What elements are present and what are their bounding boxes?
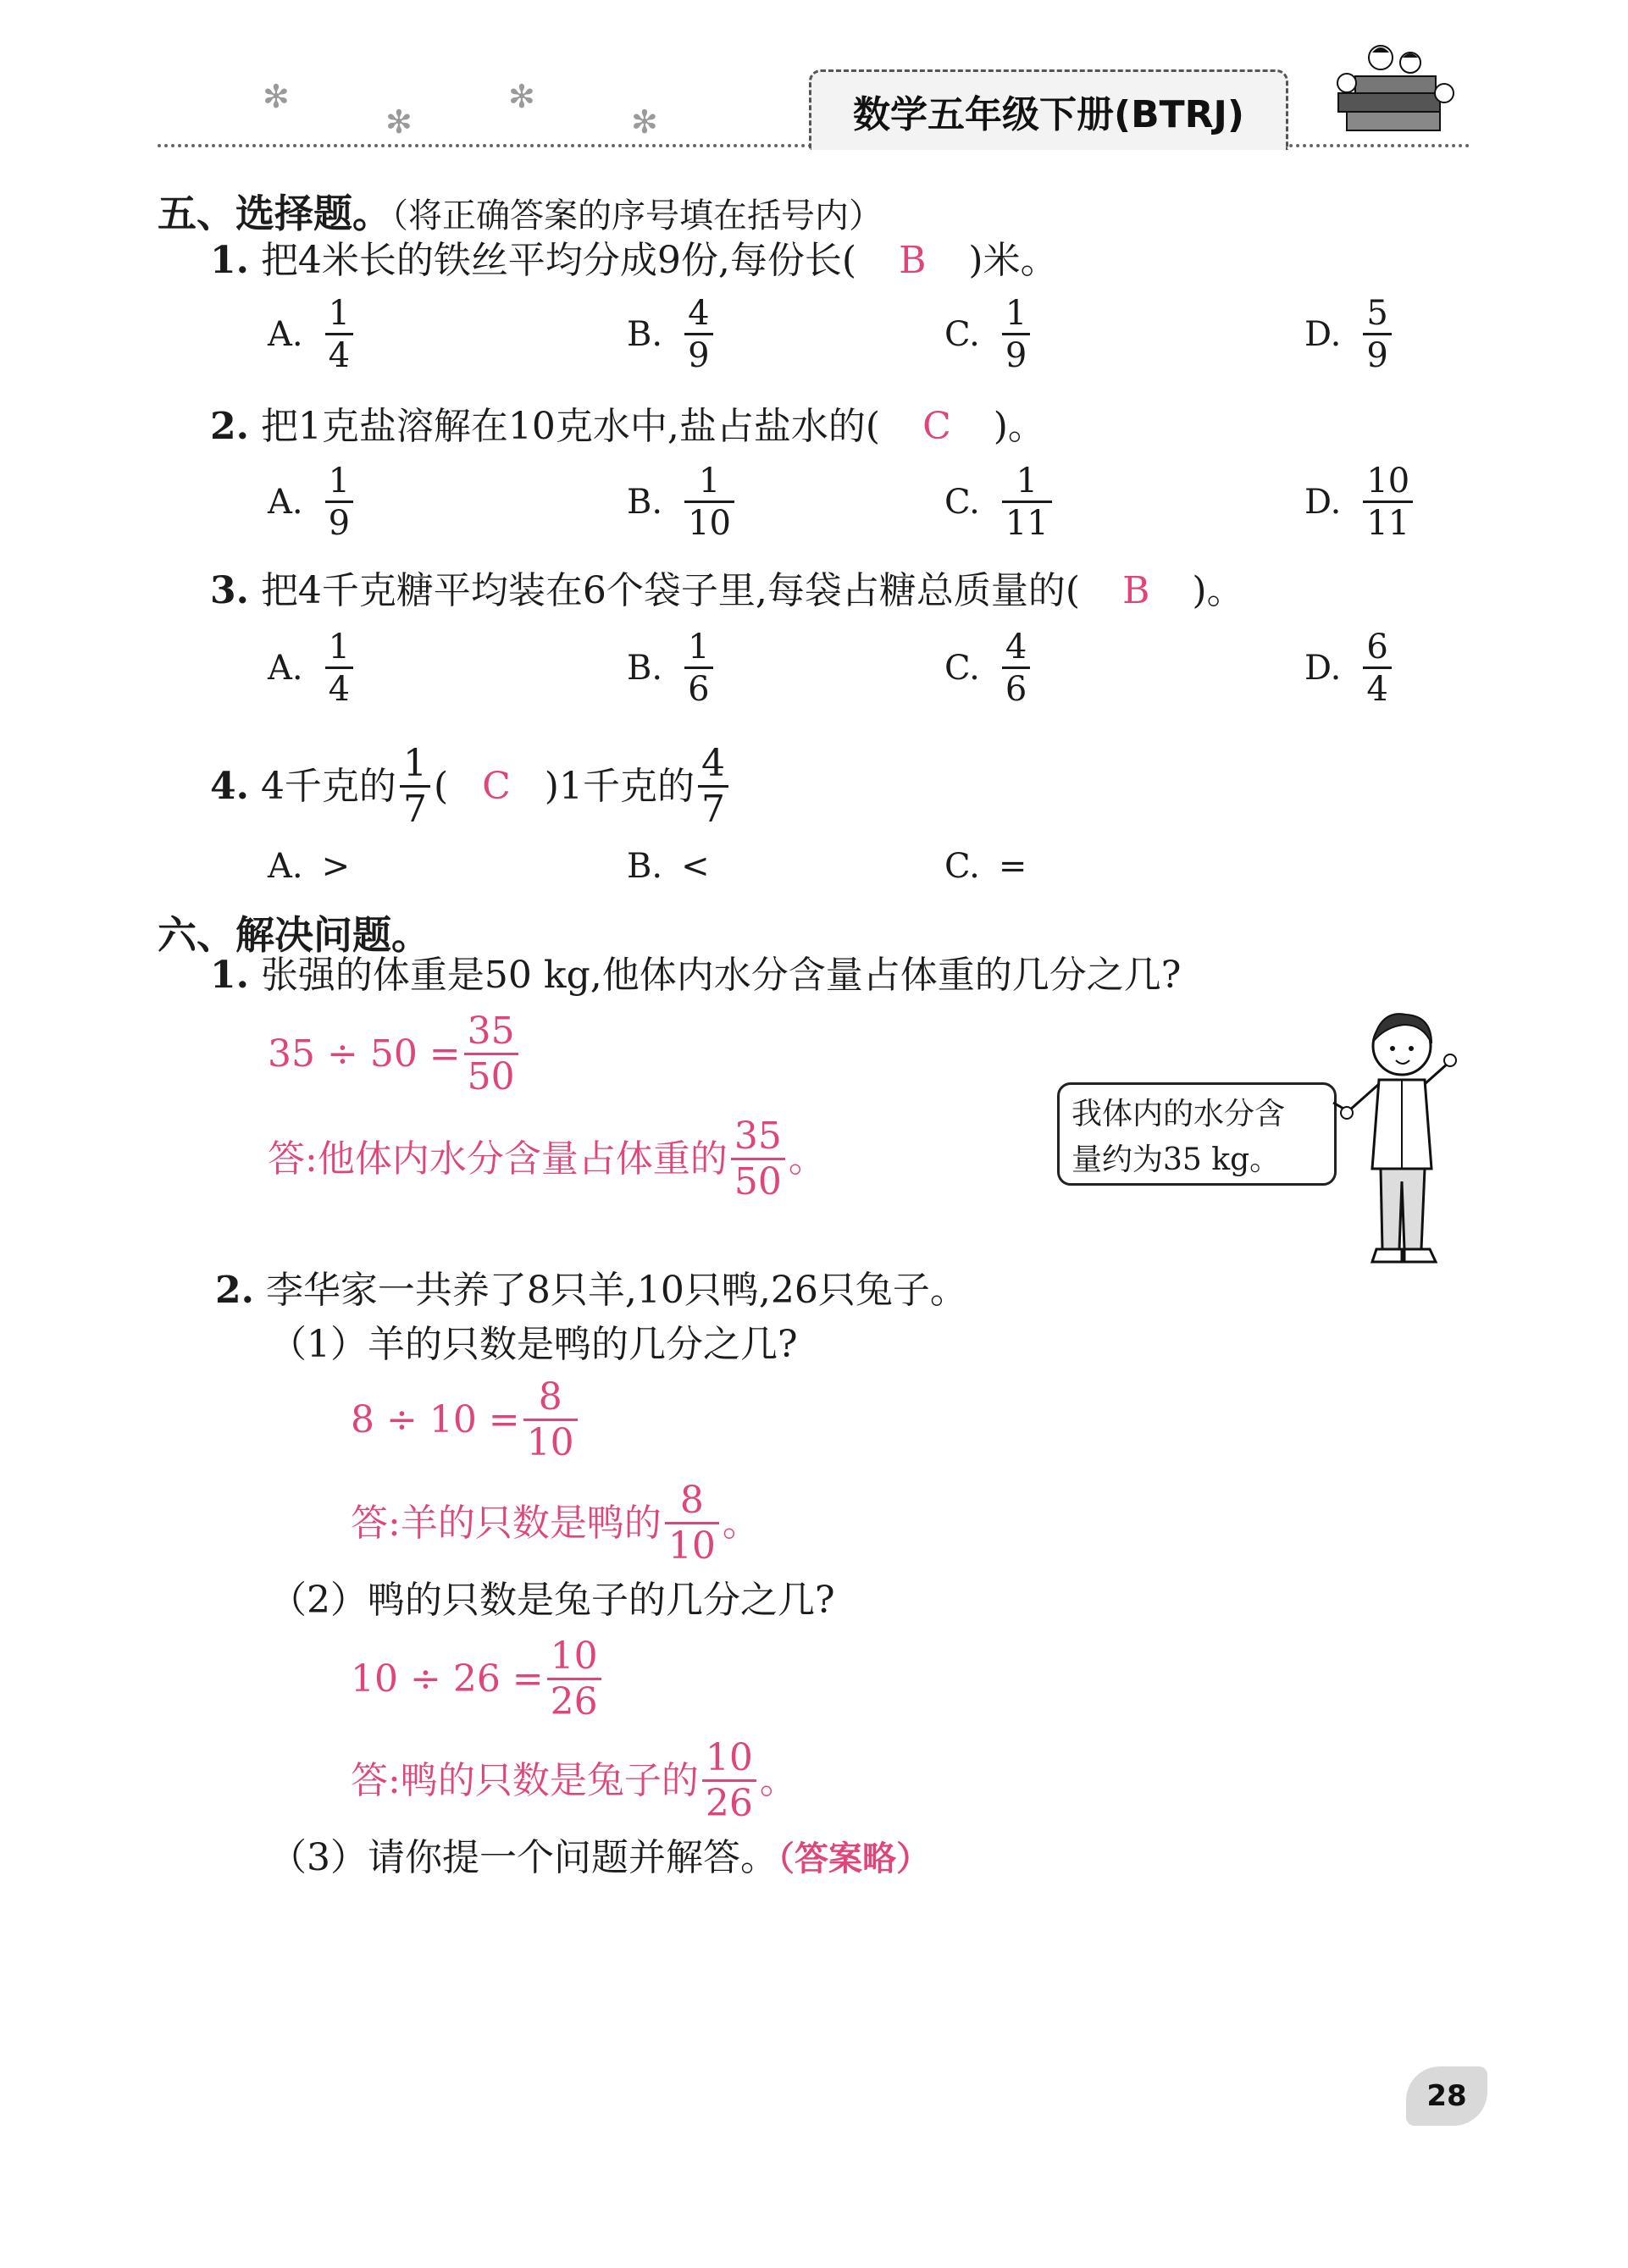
numerator: 8 [679, 1479, 704, 1522]
option-fraction [1363, 296, 1391, 373]
option-d [1304, 628, 1395, 709]
answer-fraction [731, 1115, 785, 1203]
numerator: 10 [705, 1736, 753, 1779]
numerator: 4 [688, 294, 710, 333]
option-fraction [1363, 462, 1413, 543]
denominator: 4 [1363, 667, 1391, 706]
denominator: 9 [1002, 333, 1030, 373]
option-label: C. [944, 649, 980, 688]
problem-text: 张强的体重是50 kg,他体内水分含量占体重的几分之几? [260, 954, 1182, 997]
numerator: 1 [1005, 294, 1027, 333]
question-number: 3. [210, 569, 249, 612]
star-decoration-icon: ✻ [385, 103, 413, 141]
option-label: B. [627, 649, 663, 688]
option-label: B. [627, 483, 663, 522]
numerator: 1 [328, 462, 351, 501]
denominator: 10 [684, 501, 734, 540]
option-label: D. [1304, 315, 1342, 354]
speech-bubble [1057, 1082, 1337, 1186]
numerator: 8 [538, 1375, 562, 1419]
option-label: C. [944, 483, 980, 522]
option-d [1304, 296, 1395, 373]
sub-question-3 [269, 1836, 930, 1879]
numerator: 6 [1366, 628, 1388, 667]
option-label: A. [268, 847, 303, 886]
denominator: 10 [665, 1522, 719, 1565]
numerator: 1 [698, 462, 721, 501]
page-number: 28 [1406, 2066, 1487, 2126]
answer-text: 答:羊的只数是鸭的 [351, 1502, 662, 1545]
answer-omitted: （答案略） [778, 1839, 930, 1878]
option-a [268, 462, 357, 543]
option-label: C. [944, 315, 980, 354]
numerator: 35 [467, 1010, 515, 1053]
answer-mark: B [1122, 569, 1150, 612]
option-fraction [684, 462, 734, 543]
problem-number: 1. [210, 954, 249, 997]
sub-question-2: （2）鸭的只数是兔子的几分之几? [269, 1579, 835, 1622]
answer-line [351, 1479, 760, 1568]
answer-end: 。 [788, 1137, 826, 1181]
inline-fraction [698, 742, 728, 831]
option-a [268, 296, 357, 373]
calc-expression: 8 ÷ 10 = [351, 1398, 520, 1441]
calc-result-fraction [547, 1635, 601, 1723]
option-c [944, 296, 1033, 373]
denominator: 50 [731, 1158, 785, 1201]
numerator: 5 [1366, 294, 1388, 333]
bubble-line-1: 我体内的水分含 [1071, 1097, 1286, 1131]
open-paren: ( [433, 765, 449, 808]
option-fraction [325, 628, 353, 709]
star-decoration-icon: ✻ [508, 78, 535, 115]
denominator: 10 [523, 1419, 578, 1462]
question-4 [210, 742, 732, 831]
option-a [268, 847, 350, 886]
answer-text: 答:他体内水分含量占体重的 [268, 1137, 728, 1181]
option-fraction [1002, 462, 1052, 543]
option-fraction [684, 296, 712, 373]
question-text: 把4千克糖平均装在6个袋子里,每袋占糖总质量的( [260, 569, 1081, 612]
question-3 [210, 569, 1244, 612]
answer-fraction [665, 1479, 719, 1568]
denominator: 6 [684, 667, 712, 706]
answer-line [351, 1736, 797, 1825]
option-label: D. [1304, 649, 1342, 688]
problem-2 [215, 1269, 967, 1312]
denominator: 6 [1002, 667, 1030, 706]
question-2 [210, 405, 1045, 448]
question-text-end: )米。 [968, 239, 1058, 282]
problem-1 [210, 954, 1182, 997]
calc-result-fraction [523, 1375, 578, 1464]
numerator: 4 [700, 742, 725, 785]
section-5-instruction: （将正确答案的序号填在括号内） [391, 196, 883, 235]
answer-end: 。 [722, 1502, 760, 1545]
numerator: 10 [1366, 462, 1410, 501]
denominator: 50 [464, 1053, 518, 1096]
answer-mark: C [922, 405, 951, 448]
calc-result-fraction [464, 1010, 518, 1098]
calc-expression: 35 ÷ 50 = [268, 1032, 461, 1076]
option-fraction [1002, 628, 1030, 709]
numerator: 1 [328, 628, 351, 667]
denominator: 11 [1002, 501, 1052, 540]
numerator: 10 [550, 1635, 598, 1678]
denominator: 26 [702, 1779, 756, 1823]
option-label: C. [944, 847, 980, 886]
option-fraction [1002, 296, 1030, 373]
numerator: 1 [402, 742, 427, 785]
star-decoration-icon: ✻ [263, 78, 290, 115]
question-number: 1. [210, 239, 249, 282]
calculation [268, 1010, 522, 1098]
numerator: 4 [1005, 628, 1027, 667]
option-label: B. [627, 315, 663, 354]
answer-text: 答:鸭的只数是兔子的 [351, 1759, 699, 1802]
numerator: 1 [688, 628, 710, 667]
option-b [627, 628, 717, 709]
option-c [944, 847, 1027, 886]
question-text-mid: )1千克的 [544, 765, 695, 808]
denominator: 9 [684, 333, 712, 373]
book-title: 数学五年级下册(BTRJ) [809, 69, 1288, 150]
question-text-end: )。 [1192, 569, 1244, 612]
answer-line [268, 1115, 826, 1203]
boy-illustration [1330, 999, 1474, 1270]
option-label: D. [1304, 483, 1342, 522]
question-text: 4千克的 [260, 765, 396, 808]
sub-question-1: （1）羊的只数是鸭的几分之几? [269, 1323, 798, 1366]
option-fraction [325, 296, 353, 373]
option-label: A. [268, 483, 303, 522]
option-fraction [684, 628, 712, 709]
answer-fraction [702, 1736, 756, 1825]
section-5-heading: 五、选择题。 [158, 191, 391, 236]
answer-mark: C [482, 765, 511, 808]
option-d [1304, 462, 1416, 543]
numerator: 1 [328, 294, 351, 333]
option-b [627, 847, 710, 886]
option-fraction [1363, 628, 1391, 709]
denominator: 26 [547, 1678, 601, 1721]
calculation [351, 1635, 605, 1723]
denominator: 7 [400, 785, 430, 828]
problem-number: 2. [215, 1269, 254, 1312]
denominator: 9 [1363, 333, 1391, 373]
option-fraction [325, 462, 353, 543]
section-5-title [158, 183, 883, 239]
section-6-title: 六、解决问题。 [158, 912, 430, 958]
question-number: 2. [210, 405, 249, 448]
option-symbol: = [998, 847, 1027, 886]
bubble-line-2: 量约为35 kg。 [1071, 1142, 1281, 1177]
sub-question-text: （3）请你提一个问题并解答。 [269, 1836, 778, 1879]
kids-reading-illustration [1321, 34, 1465, 144]
option-label: B. [627, 847, 663, 886]
option-symbol: < [681, 847, 710, 886]
problem-text: 李华家一共养了8只羊,10只鸭,26只兔子。 [265, 1269, 967, 1312]
answer-end: 。 [759, 1759, 797, 1802]
option-b [627, 296, 717, 373]
option-c [944, 462, 1055, 543]
calculation [351, 1375, 581, 1464]
numerator: 1 [1016, 462, 1038, 501]
numerator: 35 [734, 1115, 782, 1158]
calc-expression: 10 ÷ 26 = [351, 1657, 544, 1701]
question-text: 把4米长的铁丝平均分成9份,每份长( [260, 239, 857, 282]
denominator: 11 [1363, 501, 1413, 540]
denominator: 4 [325, 333, 353, 373]
option-a [268, 628, 357, 709]
option-c [944, 628, 1033, 709]
option-b [627, 462, 738, 543]
question-number: 4. [210, 765, 249, 808]
denominator: 9 [325, 501, 353, 540]
denominator: 7 [698, 785, 728, 828]
question-text: 把1克盐溶解在10克水中,盐占盐水的( [260, 405, 881, 448]
answer-mark: B [899, 239, 927, 282]
question-text-end: )。 [993, 405, 1045, 448]
option-label: A. [268, 315, 303, 354]
option-symbol: > [321, 847, 351, 886]
star-decoration-icon: ✻ [631, 103, 658, 141]
denominator: 4 [325, 667, 353, 706]
option-label: A. [268, 649, 303, 688]
inline-fraction [400, 742, 430, 831]
question-1 [210, 239, 1058, 282]
